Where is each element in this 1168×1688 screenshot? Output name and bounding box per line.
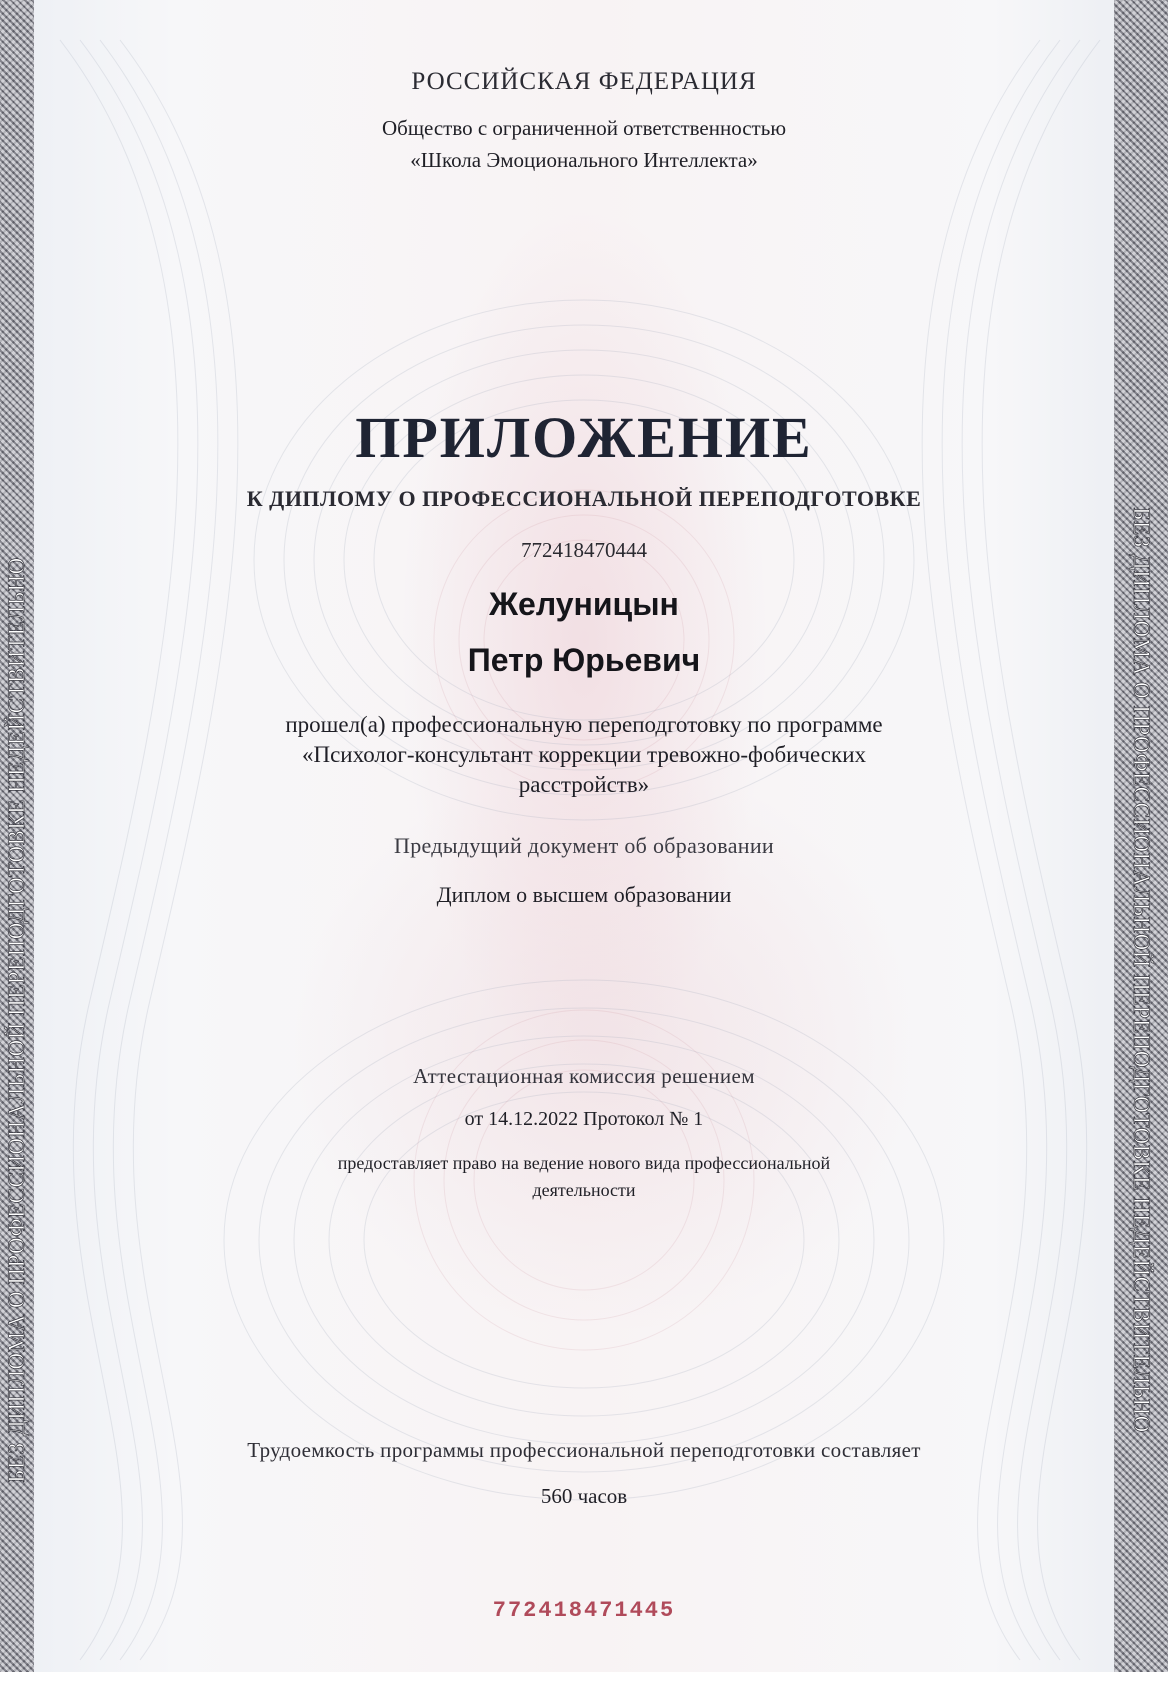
commission-protocol: от 14.12.2022 Протокол № 1 [464, 1108, 704, 1130]
commission-rights [0, 1150, 1168, 1204]
scan-bottom-edge [0, 1672, 1168, 1688]
laboriousness-label: Трудоемкость программы профессиональной переподготовки составляет [247, 1438, 921, 1462]
laboriousness-hours: 560 часов [540, 1484, 628, 1508]
rights-line-2: деятельности [532, 1180, 636, 1200]
right-strip-text: БЕЗ ДИПЛОМА О ПРОФЕССИОНАЛЬНОЙ ПЕРЕПОДГОТОВКЕ НЕДЕЙСТВИТЕЛЬНО [1129, 507, 1154, 1433]
program-line-3: расстройств» [518, 772, 650, 797]
country-header: РОССИЙСКАЯ ФЕДЕРАЦИЯ [411, 68, 757, 95]
organization-line-1: Общество с ограниченной ответственностью [381, 116, 787, 140]
program-line-1: прошел(а) профессиональную переподготовку по программе [285, 712, 883, 737]
left-strip-text: БЕЗ ДИПЛОМА О ПРОФЕССИОНАЛЬНОЙ ПЕРЕПОДГОТОВКЕ НЕДЕЙСТВИТЕЛЬНО [4, 557, 29, 1483]
diploma-number: 772418470444 [521, 538, 647, 562]
previous-education-label: Предыдущий документ об образовании [394, 833, 774, 858]
holder-surname: Желуницын [489, 586, 679, 622]
previous-education-value: Диплом о высшем образовании [436, 882, 732, 907]
program-line-2: «Психолог-консультант коррекции тревожно-фобических [301, 742, 867, 767]
serial-number: 772418471445 [492, 1598, 676, 1623]
organization-line-2: «Школа Эмоционального Интеллекта» [410, 148, 758, 172]
document-title: ПРИЛОЖЕНИЕ [355, 405, 813, 470]
document-subtitle: К ДИПЛОМУ О ПРОФЕССИОНАЛЬНОЙ ПЕРЕПОДГОТОВКЕ [246, 486, 922, 511]
commission-decision: Аттестационная комиссия решением [413, 1064, 755, 1088]
holder-given-names: Петр Юрьевич [467, 642, 701, 678]
rights-line-1: предоставляет право на ведение нового вида профессиональной [337, 1153, 831, 1173]
organization-name [0, 112, 1168, 176]
program-description [0, 710, 1168, 800]
